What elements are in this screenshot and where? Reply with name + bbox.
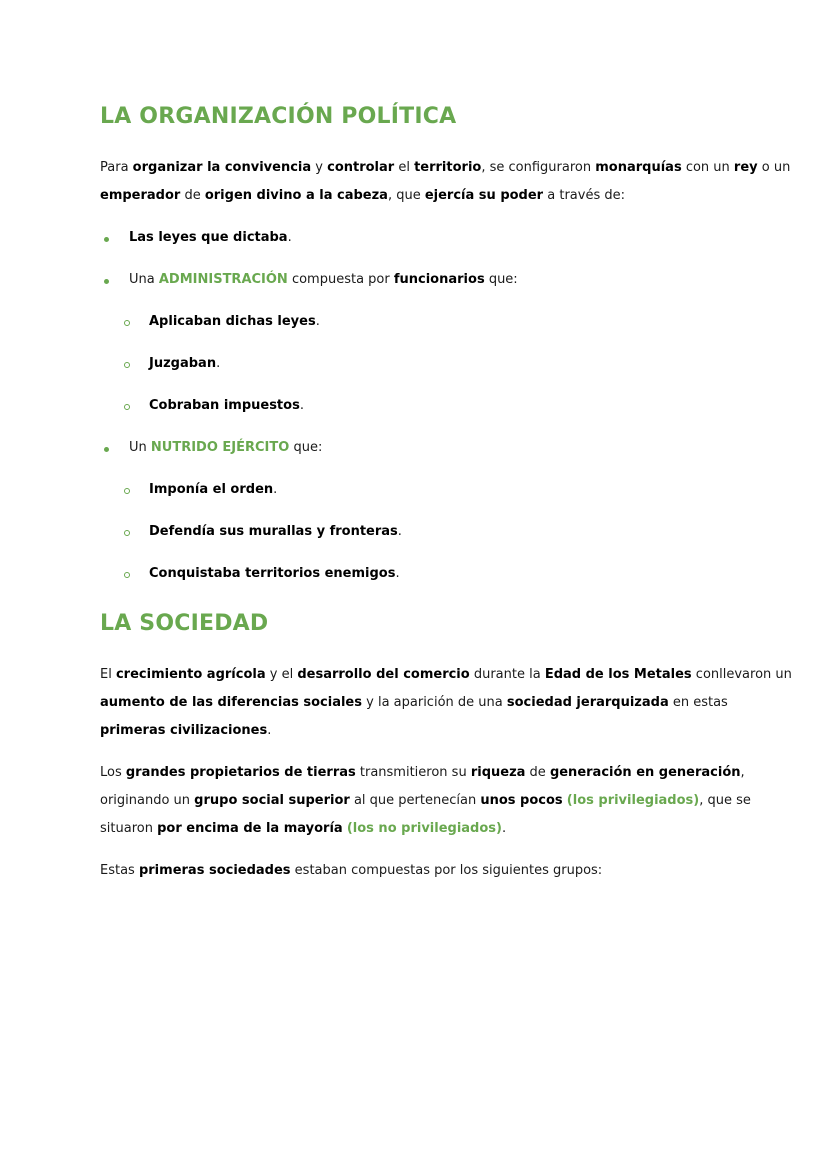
list-item (129, 229, 292, 247)
text-run: durante la (469, 667, 545, 682)
text-run: a través de: (543, 188, 625, 203)
paragraph-line (100, 722, 271, 740)
text-run: Estas (100, 863, 139, 878)
text-run: Un (129, 440, 151, 455)
bold-text: controlar (327, 160, 395, 175)
text-run: . (287, 230, 292, 245)
text-run: estaban compuestas por los siguientes grupos: (290, 863, 603, 878)
text-run: . (397, 524, 402, 539)
bullet-dot-icon (104, 237, 109, 242)
text-run: que: (484, 272, 518, 287)
text-run: de (525, 765, 550, 780)
bold-text: crecimiento agrícola (115, 667, 266, 682)
sub-list-item (149, 313, 320, 331)
sub-bullet-circle-icon (124, 320, 130, 326)
highlight-text: (los privilegiados) (566, 793, 700, 808)
text-run: . (395, 566, 400, 581)
bold-text: desarrollo del comercio (297, 667, 470, 682)
text-run: en estas (668, 695, 728, 710)
text-run: . (216, 356, 221, 371)
sub-list-item (149, 523, 402, 541)
text-run: , se configuraron (481, 160, 596, 175)
text-run: o un (757, 160, 791, 175)
sub-list-item (149, 397, 304, 415)
sub-bullet-circle-icon (124, 530, 130, 536)
highlight-text: (los no privilegiados) (346, 821, 502, 836)
bold-text: riqueza (470, 765, 526, 780)
text-run: Una (129, 272, 159, 287)
bold-text: aumento de las diferencias sociales (100, 695, 362, 710)
paragraph-line (100, 792, 751, 810)
bold-text: Las leyes que dictaba (129, 230, 288, 245)
sub-bullet-circle-icon (124, 404, 130, 410)
text-run: . (501, 821, 507, 836)
text-run: , que (387, 188, 425, 203)
paragraph-line (100, 694, 728, 712)
bold-text: organizar la convivencia (132, 160, 312, 175)
paragraph-line (100, 666, 792, 684)
sub-bullet-circle-icon (124, 572, 130, 578)
text-run: y (311, 160, 328, 175)
text-run: Para (100, 160, 133, 175)
text-run: con un (681, 160, 734, 175)
text-run: originando un (100, 793, 195, 808)
bold-text: generación en generación (549, 765, 741, 780)
bold-text: territorio (414, 160, 482, 175)
text-run: transmitieron su (355, 765, 471, 780)
bullet-dot-icon (104, 279, 109, 284)
text-run: compuesta por (287, 272, 394, 287)
bold-text: Conquistaba territorios enemigos (149, 566, 396, 581)
text-run: y el (265, 667, 298, 682)
bold-text: Edad de los Metales (544, 667, 692, 682)
text-run: , (740, 765, 745, 780)
bold-text: ejercía su poder (424, 188, 544, 203)
text-run: situaron (100, 821, 158, 836)
sub-list-item (149, 565, 400, 583)
text-run: El (100, 667, 116, 682)
text-run: Los (100, 765, 126, 780)
sub-list-item (149, 481, 277, 499)
bold-text: Aplicaban dichas leyes (149, 314, 316, 329)
sub-list-item (149, 355, 220, 373)
highlight-text: NUTRIDO EJÉRCITO (150, 440, 290, 455)
bold-text: grandes propietarios de tierras (125, 765, 356, 780)
text-run: el (394, 160, 415, 175)
paragraph-line (100, 187, 625, 205)
text-run: , que se (699, 793, 751, 808)
bold-text: Defendía sus murallas y fronteras (149, 524, 398, 539)
text-run: conllevaron un (691, 667, 792, 682)
list-item (129, 271, 518, 289)
text-run: . (273, 482, 278, 497)
bold-text: rey (733, 160, 758, 175)
bold-text: primeras sociedades (138, 863, 291, 878)
bold-text: Imponía el orden (149, 482, 274, 497)
text-run: . (299, 398, 304, 413)
paragraph-line (100, 862, 602, 880)
bold-text: emperador (100, 188, 181, 203)
bold-text: funcionarios (393, 272, 485, 287)
text-run: al que pertenecían (349, 793, 481, 808)
bullet-dot-icon (104, 447, 109, 452)
text-run: que: (289, 440, 323, 455)
highlight-text: ADMINISTRACIÓN (158, 272, 288, 287)
bold-text: por encima de la mayoría (157, 821, 343, 836)
bold-text: grupo social superior (194, 793, 350, 808)
text-run: . (315, 314, 320, 329)
paragraph-line (100, 159, 790, 177)
paragraph-line (100, 820, 506, 838)
bold-text: monarquías (595, 160, 682, 175)
bold-text: primeras civilizaciones (100, 723, 268, 738)
bold-text: Cobraban impuestos (149, 398, 300, 413)
section-title-sociedad: LA SOCIEDAD (100, 611, 269, 636)
bold-text: origen divino a la cabeza (204, 188, 388, 203)
list-item (129, 439, 322, 457)
bold-text: sociedad jerarquizada (506, 695, 669, 710)
sub-bullet-circle-icon (124, 362, 130, 368)
text-run: . (267, 723, 272, 738)
bold-text: Juzgaban (149, 356, 217, 371)
paragraph-line (100, 764, 745, 782)
text-run: de (180, 188, 205, 203)
section-title-organizacion-politica: LA ORGANIZACIÓN POLÍTICA (100, 104, 457, 129)
text-run: y la aparición de una (362, 695, 507, 710)
sub-bullet-circle-icon (124, 488, 130, 494)
bold-text: unos pocos (480, 793, 563, 808)
